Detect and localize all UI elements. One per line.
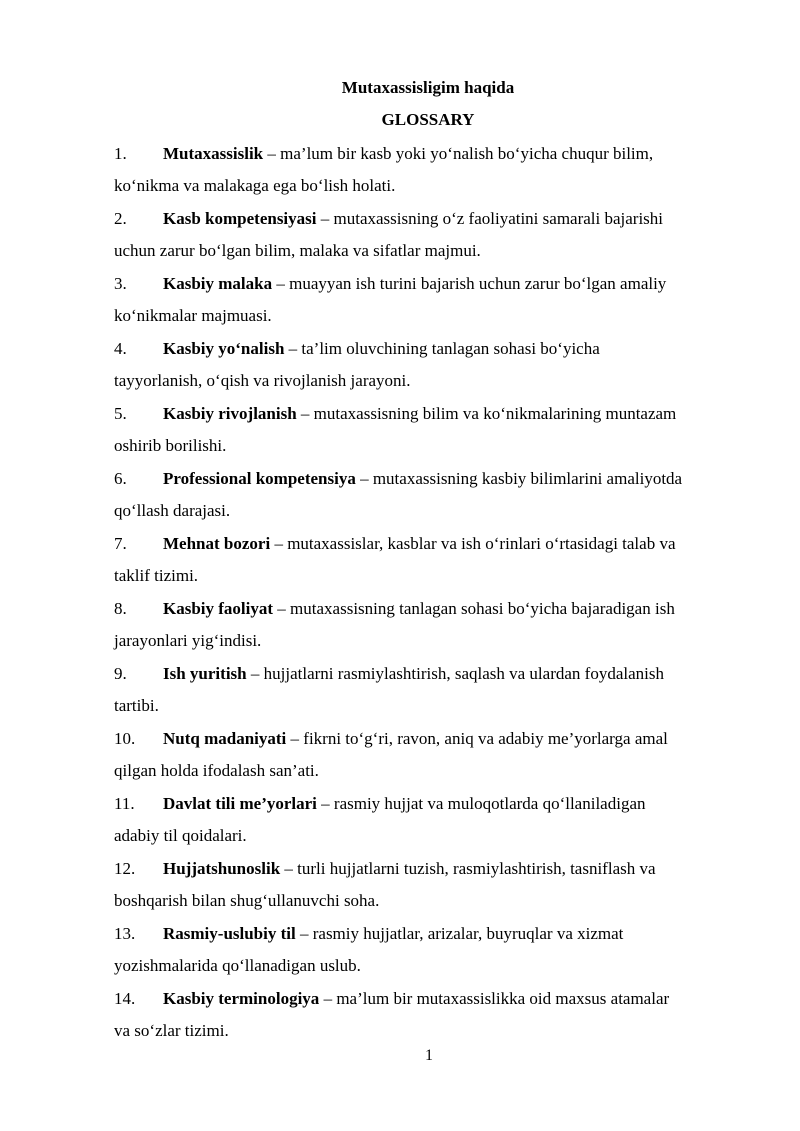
glossary-entry <box>114 924 742 989</box>
entry-body <box>163 794 646 814</box>
entry-body <box>163 209 663 229</box>
entry-term: Kasb kompetensiyasi <box>163 209 317 228</box>
entry-term: Kasbiy malaka <box>163 274 273 293</box>
entry-definition: – rasmiy hujjat va muloqotlarda qo‘llaniladigan <box>316 794 646 813</box>
entry-term: Nutq madaniyati <box>163 729 287 748</box>
entry-definition: – mutaxassislar, kasblar va ish o‘rinlari o‘rtasidagi talab va <box>270 534 676 553</box>
entry-body <box>163 729 668 749</box>
entry-definition: – turli hujjatlarni tuzish, rasmiylashtirish, tasniflash va <box>280 859 656 878</box>
entry-body <box>163 404 676 424</box>
glossary-list <box>114 144 742 1054</box>
entry-term: Kasbiy yo‘nalish <box>163 339 285 358</box>
glossary-entry <box>114 144 742 209</box>
entry-continuation: qo‘llash darajasi. <box>114 501 231 520</box>
glossary-entry <box>114 989 742 1054</box>
entry-number: 11. <box>114 794 135 813</box>
entry-definition: – mutaxassisning tanlagan sohasi bo‘yicha bajaradigan ish <box>273 599 675 618</box>
entry-term: Mehnat bozori <box>163 534 271 553</box>
glossary-entry <box>114 664 742 729</box>
entry-continuation: oshirib borilishi. <box>114 436 227 455</box>
entry-body <box>163 664 664 684</box>
entry-body <box>163 534 676 554</box>
entry-number: 1. <box>114 144 127 163</box>
glossary-entry <box>114 534 742 599</box>
entry-continuation: ko‘nikma va malakaga ega bo‘lish holati. <box>114 176 396 195</box>
entry-body <box>163 924 623 944</box>
entry-continuation: va so‘zlar tizimi. <box>114 1021 229 1040</box>
entry-definition: – mutaxassisning o‘z faoliyatini samarali bajarishi <box>316 209 664 228</box>
entry-number: 12. <box>114 859 136 878</box>
glossary-entry <box>114 729 742 794</box>
entry-body <box>163 469 682 489</box>
glossary-entry <box>114 469 742 534</box>
entry-number: 7. <box>114 534 127 553</box>
entry-continuation: yozishmalarida qo‘llanadigan uslub. <box>114 956 361 975</box>
entry-number: 9. <box>114 664 127 683</box>
entry-term: Professional kompetensiya <box>163 469 356 488</box>
entry-continuation: taklif tizimi. <box>114 566 199 585</box>
entry-term: Rasmiy-uslubiy til <box>163 924 296 943</box>
entry-term: Davlat tili me’yorlari <box>163 794 317 813</box>
entry-definition: – fikrni to‘g‘ri, ravon, aniq va adabiy me’yorlarga amal <box>286 729 668 748</box>
entry-definition: – ma’lum bir kasb yoki yo‘nalish bo‘yicha chuqur bilim, <box>263 144 654 163</box>
entry-body <box>163 859 656 879</box>
entry-number: 14. <box>114 989 136 1008</box>
entry-definition: – muayyan ish turini bajarish uchun zarur bo‘lgan amaliy <box>272 274 667 293</box>
entry-definition: – ta’lim oluvchining tanlagan sohasi bo‘yicha <box>284 339 600 358</box>
entry-number: 5. <box>114 404 127 423</box>
entry-number: 3. <box>114 274 127 293</box>
glossary-entry <box>114 209 742 274</box>
entry-number: 6. <box>114 469 127 488</box>
entry-body <box>163 599 675 619</box>
entry-continuation: tayyorlanish, o‘qish va rivojlanish jarayoni. <box>114 371 411 390</box>
entry-definition: – rasmiy hujjatlar, arizalar, buyruqlar va xizmat <box>295 924 624 943</box>
entry-continuation: ko‘nikmalar majmuasi. <box>114 306 272 325</box>
glossary-entry <box>114 794 742 859</box>
entry-continuation: uchun zarur bo‘lgan bilim, malaka va sifatlar majmui. <box>114 241 481 260</box>
entry-term: Kasbiy faoliyat <box>163 599 274 618</box>
entry-body <box>163 274 666 294</box>
entry-number: 13. <box>114 924 136 943</box>
entry-definition: – hujjatlarni rasmiylashtirish, saqlash va ulardan foydalanish <box>246 664 664 683</box>
entry-continuation: qilgan holda ifodalash san’ati. <box>114 761 319 780</box>
entry-term: Mutaxassislik <box>163 144 264 163</box>
entry-term: Kasbiy rivojlanish <box>163 404 297 423</box>
page-number: 1 <box>425 1047 433 1064</box>
entry-term: Ish yuritish <box>163 664 247 683</box>
glossary-entry <box>114 339 742 404</box>
entry-body <box>163 144 653 164</box>
entry-continuation: adabiy til qoidalari. <box>114 826 247 845</box>
entry-body <box>163 989 669 1009</box>
document-title: Mutaxassisligim haqida <box>341 78 515 97</box>
entry-continuation: boshqarish bilan shug‘ullanuvchi soha. <box>114 891 380 910</box>
document-subtitle: GLOSSARY <box>381 110 475 129</box>
entry-number: 4. <box>114 339 127 358</box>
entry-continuation: jarayonlari yig‘indisi. <box>114 631 262 650</box>
entry-definition: – mutaxassisning kasbiy bilimlarini amaliyotda <box>355 469 683 488</box>
entry-number: 2. <box>114 209 127 228</box>
entry-term: Hujjatshunoslik <box>163 859 281 878</box>
glossary-entry <box>114 599 742 664</box>
entry-definition: – mutaxassisning bilim va ko‘nikmalarining muntazam <box>296 404 677 423</box>
entry-continuation: tartibi. <box>114 696 159 715</box>
glossary-entry <box>114 274 742 339</box>
entry-definition: – ma’lum bir mutaxassislikka oid maxsus atamalar <box>319 989 670 1008</box>
entry-number: 8. <box>114 599 127 618</box>
entry-term: Kasbiy terminologiya <box>163 989 320 1008</box>
glossary-entry <box>114 404 742 469</box>
entry-body <box>163 339 600 359</box>
glossary-entry <box>114 859 742 924</box>
entry-number: 10. <box>114 729 136 748</box>
